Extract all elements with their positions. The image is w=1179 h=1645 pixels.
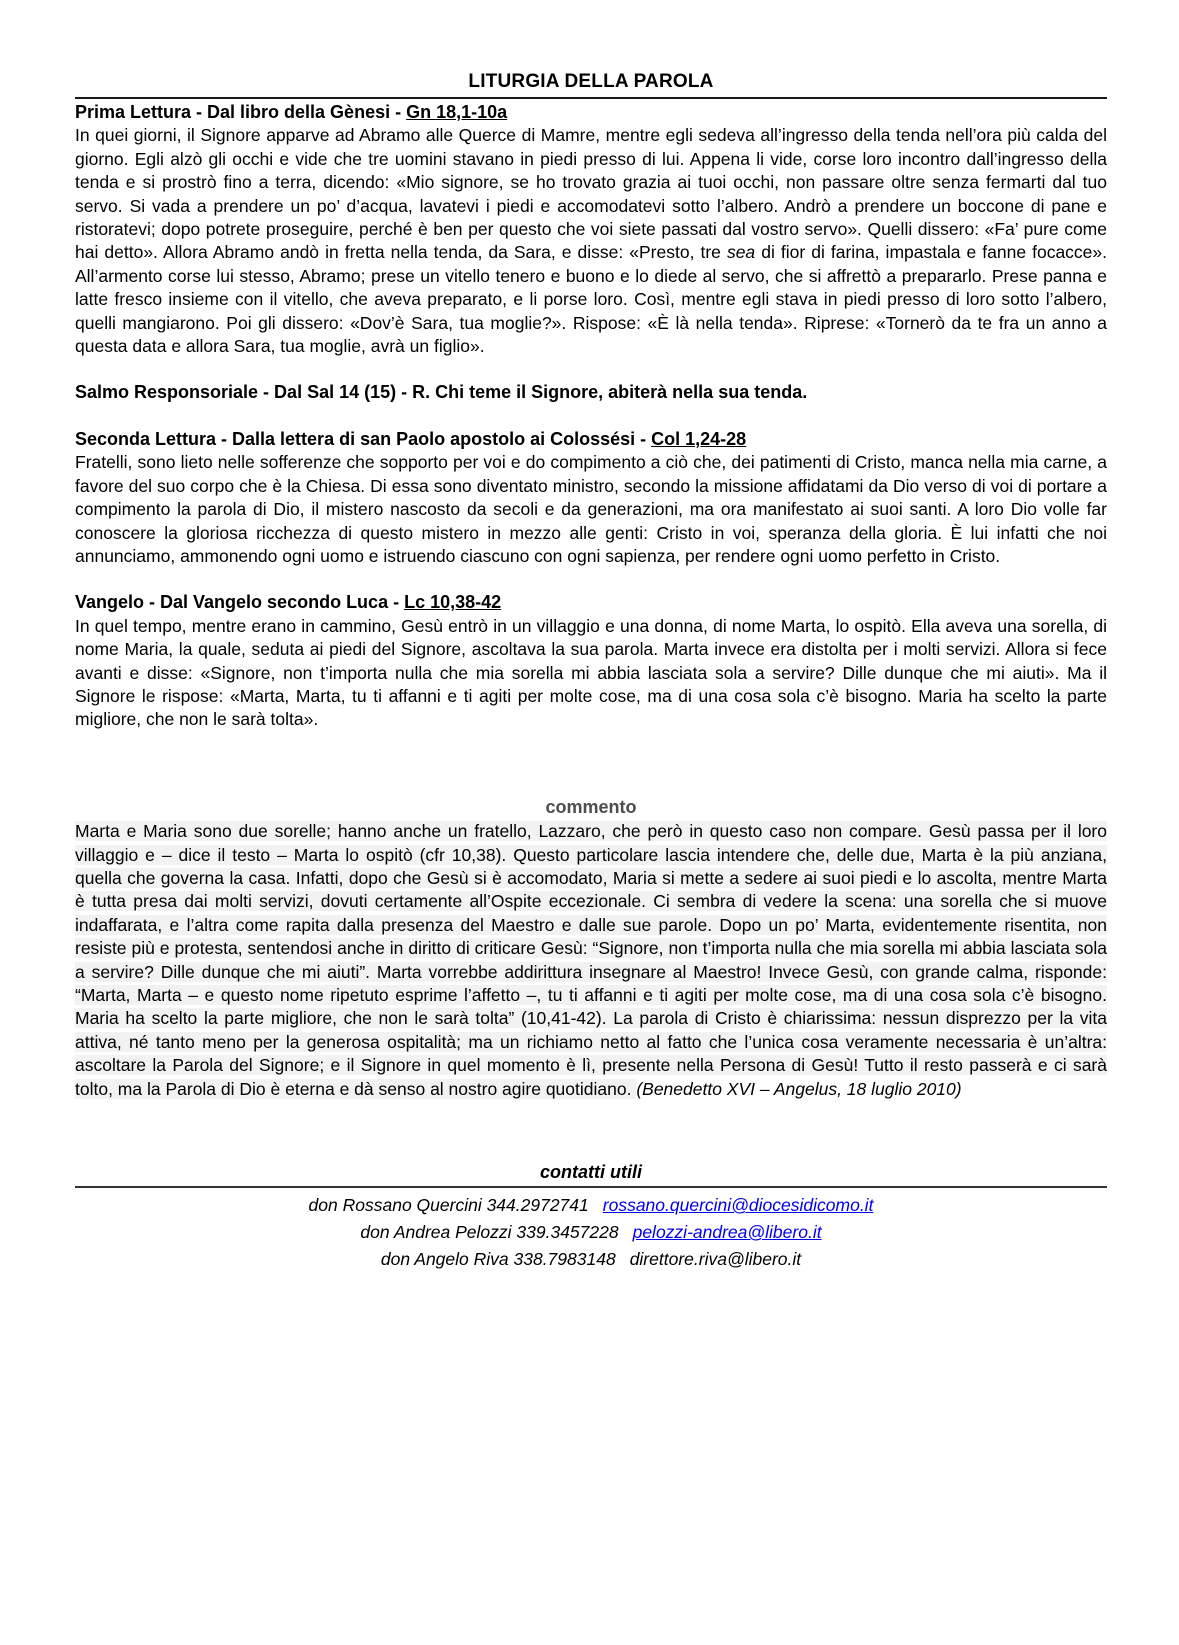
commento-citation: (Benedetto XVI – Angelus, 18 luglio 2010)	[636, 1078, 962, 1099]
prima-lettura-text-part1: In quei giorni, il Signore apparve ad Abramo alle Querce di Mamre, mentre egli sedeva all’ingresso della tenda nell’ora più calda del giorno. Egli alzò gli occhi e vide che tre uomini stavano in piedi presso di lui. Appena li vide, corse loro incontro dall’ingresso della tenda e si prostrò fino a terra, dicendo: «Mio signore, se ho trovato grazia ai tuoi occhi, non passare oltre senza fermarti dal tuo servo. Si vada a prendere un po’ d’acqua, lavatevi i piedi e accomodatevi sotto l’albero. Andrò a prendere un boccone di pane e ristoratevi; dopo potrete proseguire, perché è ben per questo che voi siete passati dal vostro servo». Quelli dissero: «Fa’ pure come hai detto». Allora Abramo andò in fretta nella tenda, da Sara, e disse: «Presto, tre	[75, 125, 1107, 263]
vangelo-text: In quel tempo, mentre erano in cammino, Gesù entrò in un villaggio e una donna, di nome Marta, lo ospitò. Ella aveva una sorella, di nome Maria, la quale, seduta ai piedi del Signore, ascoltava la sua parola. Marta invece era distolta per i molti servizi. Allora si fece avanti e disse: «Signore, non t’importa nulla che mia sorella mi abbia lasciata sola a servire? Dille dunque che mi aiuti». Ma il Signore le rispose: «Marta, Marta, tu ti affanni e ti agiti per molte cose, ma di una cosa sola c’è bisogno. Maria ha scelto la parte migliore, che non le sarà tolta».	[75, 615, 1107, 730]
contact-email-link-andrea[interactable]: pelozzi-andrea@libero.it	[632, 1222, 822, 1243]
prima-lettura-text-part2: di fior di farina, impastala e fanne focacce». All’armento corse lui stesso, Abramo; prese un vitello tenero e buono e lo diede al servo, che si affrettò a prepararlo. Prese panna e latte fresco insieme con il vitello, che aveva preparato, e li porse loro. Così, mentre egli stava in piedi presso di loro sotto l’albero, quelli mangiarono. Poi gli dissero: «Dov’è Sara, tua moglie?». Rispose: «È là nella tenda». Riprese: «Tornerò da te fra un anno a questa data e allora Sara, tua moglie, avrà un figlio».	[75, 242, 1108, 357]
contatti-utili-heading: contatti utili	[540, 1162, 642, 1183]
page-title: LITURGIA DELLA PAROLA	[468, 71, 714, 92]
contact-row-angelo	[75, 1246, 1107, 1273]
vangelo-heading-text: Vangelo - Dal Vangelo secondo Luca -	[75, 592, 405, 613]
prima-lettura-heading	[75, 101, 1107, 124]
contact-name-phone: don Angelo Riva 338.7983148	[380, 1249, 616, 1270]
commento-text	[75, 820, 1107, 1101]
commento-text-highlighted: Marta e Maria sono due sorelle; hanno anche un fratello, Lazzaro, che però in questo caso non compare. Gesù passa per il loro villaggio e – dice il testo – Marta lo ospitò (cfr 10,38). Questo particolare lascia intendere che, delle due, Marta è la più anziana, quella che governa la casa. Infatti, dopo che Gesù si è accomodato, Maria si mette a sedere ai suoi piedi e lo ascolta, mentre Marta è tutta presa dai molti servizi, dovuti certamente all’Ospite eccezionale. Ci sembra di vedere la scena: una sorella che si muove indaffarata, e l’altra come rapita dalla presenza del Maestro e dalle sue parole. Dopo un po’ Marta, evidentemente risentita, non resiste più e protesta, sentendosi anche in diritto di criticare Gesù: “Signore, non t’importa nulla che mia sorella mi abbia lasciata sola a servire? Dille dunque che mi aiuti”. Marta vorrebbe addirittura insegnare al Maestro! Invece Gesù, con grande calma, risponde: “Marta, Marta – e questo nome ripetuto esprime l’affetto –, tu ti affanni e ti agiti per molte cose, ma di una cosa sola c’è bisogno. Maria ha scelto la parte migliore, che non le sarà tolta” (10,41-42). La parola di Cristo è chiarissima: nessun disprezzo per la vita attiva, né tanto meno per la generosa ospitalità; ma un richiamo netto al fatto che l’unica cosa veramente necessaria è un’altra: ascoltare la Parola del Signore; e il Signore in quel momento è lì, presente nella Persona di Gesù! Tutto il resto passerà e ci sarà tolto, ma la Parola di Dio è eterna e dà senso al nostro agire quotidiano.	[75, 821, 1107, 1099]
contact-name-phone: don Andrea Pelozzi 339.3457228	[360, 1222, 619, 1243]
prima-lettura-italic-word: sea	[726, 242, 756, 263]
salmo-responsoriale-heading: Salmo Responsoriale - Dal Sal 14 (15) - R. Chi teme il Signore, abiterà nella sua tenda.	[75, 382, 808, 403]
contact-name-phone: don Rossano Quercini 344.2972741	[308, 1195, 589, 1216]
seconda-lettura-reference: Col 1,24-28	[651, 428, 747, 449]
seconda-lettura-heading-text: Seconda Lettura - Dalla lettera di san Paolo apostolo ai Colossési -	[75, 428, 652, 449]
prima-lettura-text	[75, 124, 1107, 358]
contact-email-link-rossano[interactable]: rossano.quercini@diocesidicomo.it	[602, 1195, 874, 1216]
contact-row-rossano	[75, 1192, 1107, 1219]
contact-email-plain-angelo: direttore.riva@libero.it	[629, 1249, 802, 1270]
prima-lettura-reference: Gn 18,1-10a	[406, 102, 508, 122]
commento-heading: commento	[545, 796, 637, 817]
contact-row-andrea	[75, 1219, 1107, 1246]
vangelo-heading	[75, 591, 1107, 614]
contatti-divider	[75, 1186, 1107, 1188]
seconda-lettura-heading	[75, 428, 1107, 451]
prima-lettura-heading-text: Prima Lettura - Dal libro della Gènesi -	[75, 102, 407, 122]
vangelo-reference: Lc 10,38-42	[404, 592, 502, 613]
seconda-lettura-text: Fratelli, sono lieto nelle sofferenze che sopporto per voi e do compimento a ciò che, dei patimenti di Cristo, manca nella mia carne, a favore del suo corpo che è la Chiesa. Di essa sono diventato ministro, secondo la missione affidatami da Dio verso di voi di portare a compimento la parola di Dio, il mistero nascosto da secoli e da generazioni, ma ora manifestato ai suoi santi. A loro Dio volle far conoscere la gloriosa ricchezza di questo mistero in mezzo alle genti: Cristo in voi, speranza della gloria. È lui infatti che noi annunciamo, ammonendo ogni uomo e istruendo ciascuno con ogni sapienza, per rendere ogni uomo perfetto in Cristo.	[75, 452, 1107, 566]
title-divider	[75, 97, 1107, 99]
